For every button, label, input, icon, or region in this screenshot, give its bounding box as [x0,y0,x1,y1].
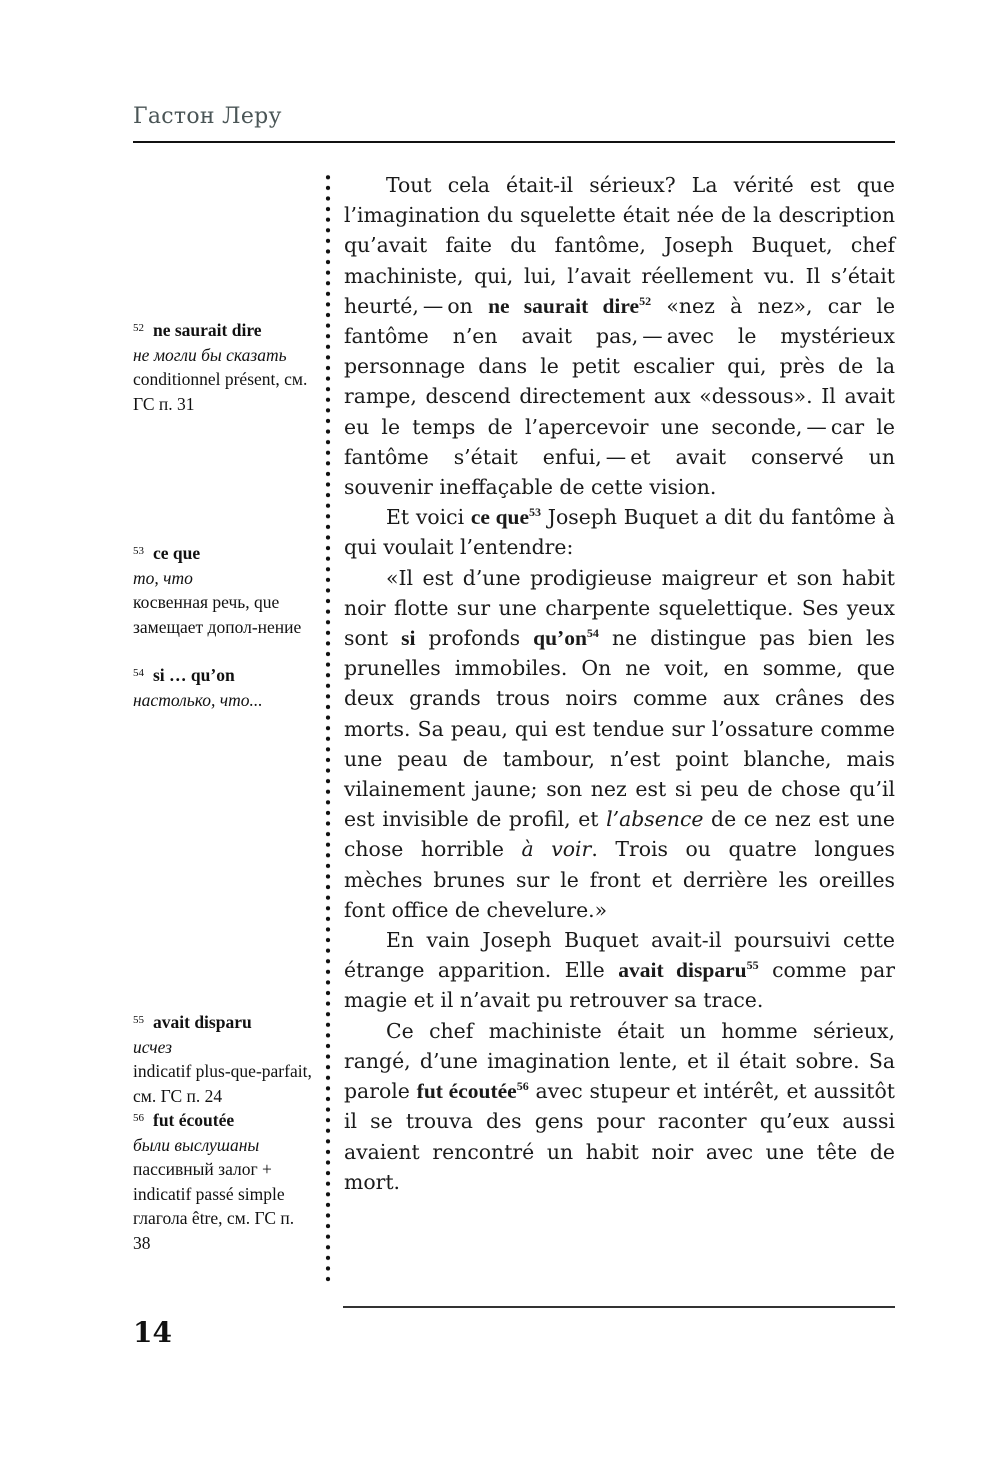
note-translation: не могли бы сказать [133,344,287,365]
margin-note-53 [133,541,313,639]
paragraph-5: Ce chef machiniste était un homme sérieux, rangé, d’une imagination lente, et il était sobre. Sa parole fut écoutée$^{56}$ avec stupeur et intérêt, et aussitôt il se trouva des gens pour raconter qu’eux aussi avaient rencontré un habit noir avec une tête de mort. [344,1018,895,1194]
paragraph-3: «Il est d’une prodigieuse maigreur et son habit noir flotte sur une charpente squelettique. Ses yeux sont si profonds $qu’on^{54}$ ne distingue pas bien les prunelles immobiles. On ne voit, en somme, que deux grands trous noirs comme aux crânes des morts. Sa peau, qui est tendue sur l’ossature comme une peau de tambour, n’est point blanche, mais vilainement jaune; son nez est si peu de chose qu’il est invisible de profil, et l’absence de ce nez est une chose horrible à voir. Trois ou quatre longues mèches brunes sur le front et derrière les oreilles font office de chevelure.» [344,565,896,922]
margin-note-54 [133,663,313,712]
italic-phrase: à voir [521,837,592,862]
paragraph-2: Et voici ce que$^{53}$ Joseph Buquet a dit du fantôme à qui voulait l’entendre: [344,505,895,560]
note-term: ne saurait dire [153,320,262,340]
glossed-term-54a: si [401,626,416,651]
glossed-term-56: fut écoutée [416,1079,517,1104]
note-number: 52 [133,322,144,334]
margin-note-52 [133,318,313,416]
note-grammar: conditionnel présent, см. ГС п. 31 [133,369,308,414]
footnote-ref-52: 52 [639,294,652,309]
header-rule [133,141,895,143]
glossed-term-53: ce que [470,505,530,530]
paragraph-4: En vain Joseph Buquet avait-il poursuivi cette étrange apparition. Elle avait disparu$^{55}$ comme par magie et il n’avait pu retrouver sa trace. [344,928,896,1013]
glossed-term-54b: qu’on [533,626,587,651]
note-grammar: пассивный залог + indicatif passé simple глагола être, см. ГС п. 38 [133,1159,295,1253]
footer-rule [343,1306,895,1308]
note-number: 56 [133,1112,144,1124]
paragraph-1: Tout cela était-il sérieux? La vérité est que l’imagination du squelette était née de la description qu’avait faite du fantôme, Joseph Buquet, chef machiniste, qui, lui, l’avait réellement vu. Il s’était heurté, — on ne saurait dire$^{52}$ «nez à nez», car le fantôme n’en avait pas, — avec le mystérieux personnage dans le petit escalier qui, près de la rampe, descend directement aux «dessous». Il avait eu le temps de l’apercevoir une seconde, — car le fantôme s’était enfui, — et avait conservé un souvenir ineffaçable de cette vision. [344,173,896,500]
note-number: 55 [133,1014,144,1026]
footnote-ref-56: 56 [516,1079,529,1094]
note-translation: исчез [133,1036,172,1057]
glossed-term-52: ne saurait dire [488,293,640,318]
dotted-column-separator [325,172,331,1284]
note-translation: то, что [133,567,193,588]
note-term: avait disparu [153,1012,252,1032]
note-term: fut écoutée [153,1110,235,1130]
margin-note-56 [133,1108,313,1255]
footnote-ref-54: 54 [586,626,599,641]
note-grammar: косвенная речь, que замещает допол-нение [133,592,302,637]
note-grammar: indicatif plus-que-parfait, см. ГС п. 24 [133,1061,312,1106]
page-number: 14 [133,1316,172,1349]
italic-phrase: l’absence [606,807,704,832]
note-term: si … qu’on [153,665,235,685]
running-head-author: Гастон Леру [133,104,282,129]
glossed-term-55: avait disparu [618,958,747,983]
margin-note-55 [133,1010,313,1108]
footnote-ref-53: 53 [529,505,542,520]
footnote-ref-55: 55 [746,958,759,973]
note-number: 54 [133,667,144,679]
note-translation: настолько, что... [133,689,263,710]
note-translation: были выслушаны [133,1134,260,1155]
note-number: 53 [133,545,144,557]
note-term: ce que [153,543,201,563]
main-text [344,170,895,1197]
